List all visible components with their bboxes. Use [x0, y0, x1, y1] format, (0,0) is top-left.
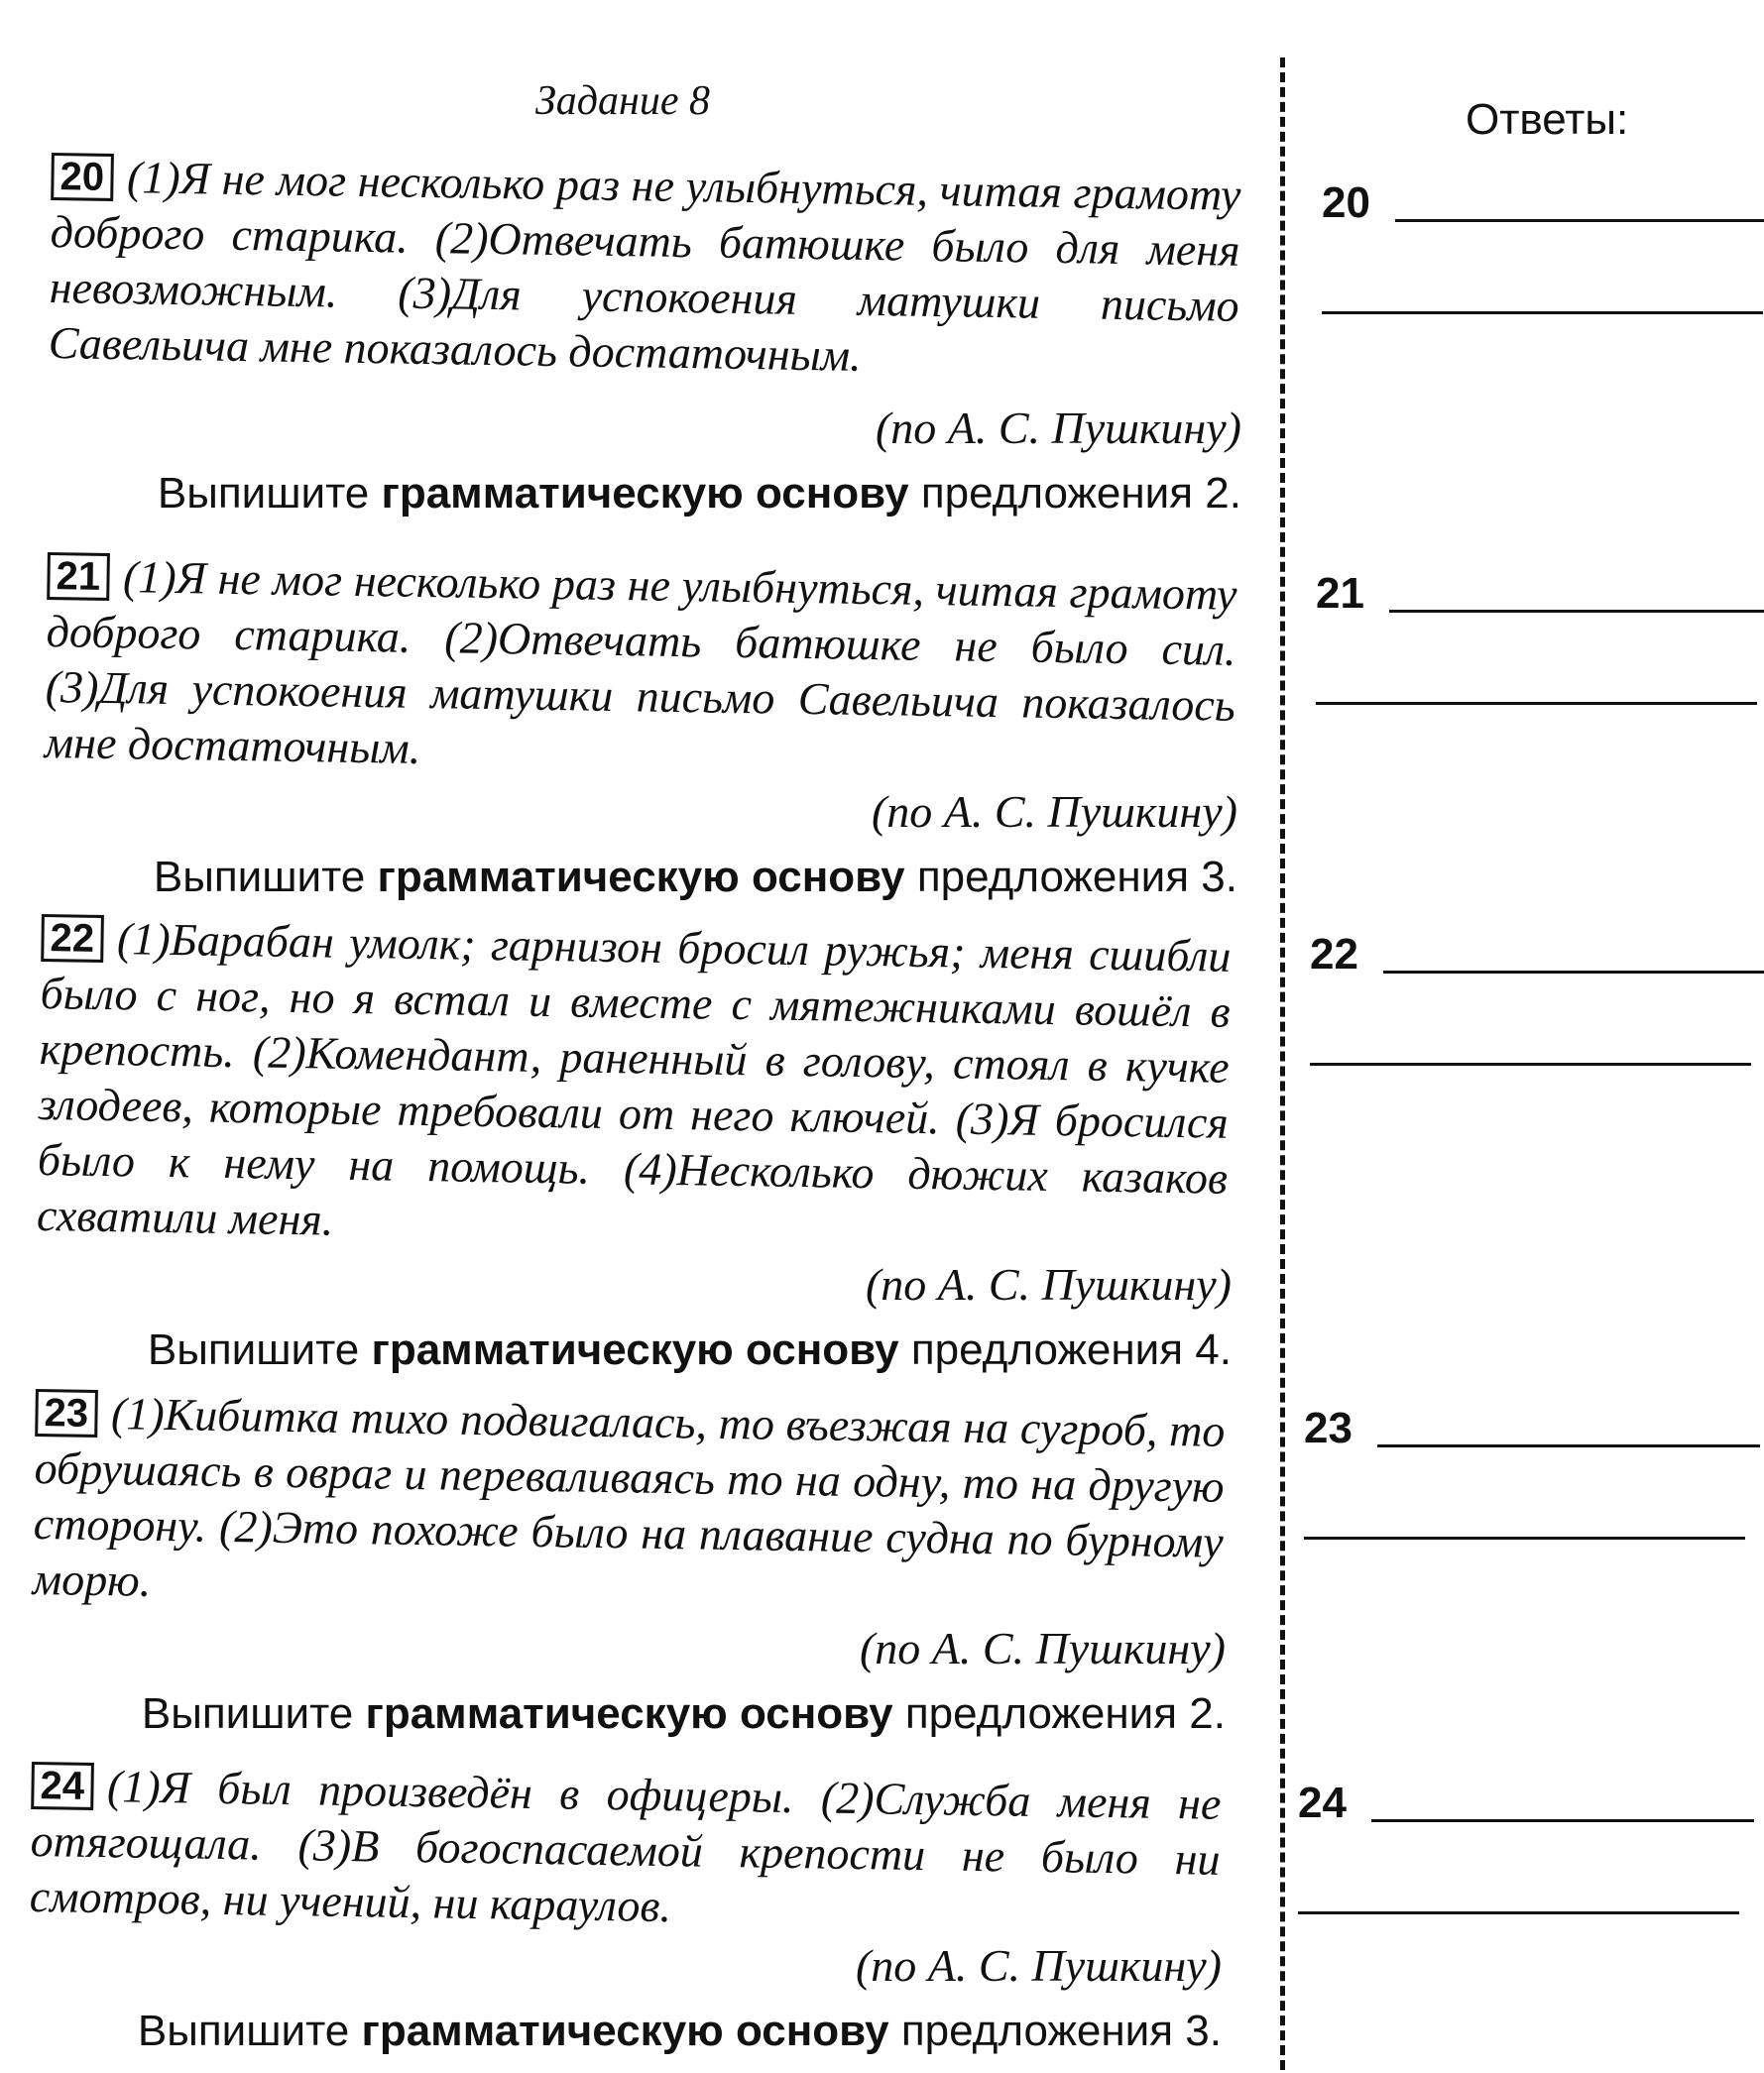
- answer-field[interactable]: [1383, 969, 1764, 974]
- answer-22: [1310, 930, 1764, 1066]
- answer-number: 21: [1316, 569, 1364, 618]
- task-22: [36, 910, 1232, 1378]
- task-number: 22: [41, 914, 103, 963]
- answer-number: 20: [1322, 178, 1370, 227]
- answer-number: 24: [1298, 1779, 1347, 1827]
- task-instruction: Выпишите грамматическую основу предложения 3.: [137, 2007, 1222, 2055]
- answer-field[interactable]: [1371, 1817, 1754, 1822]
- task-source: (по А. С. Пушкину): [871, 786, 1237, 837]
- task-text: (1)Барабан умолк; гарнизон бросил ружья; меня сшибли было с ног, но я встал и вместе с мятежниками вошёл в крепость. (2)Комендант, раненный в голову, стоял в кучке злодеев, которые требовали от него ключей. (3)Я бросился было к нему на помощь. (4)Несколько дюжих казаков схватили меня.: [36, 913, 1232, 1245]
- task-number: 21: [47, 552, 109, 601]
- answer-23: [1304, 1404, 1760, 1540]
- answer-field[interactable]: [1395, 217, 1764, 222]
- task-21: [44, 548, 1237, 905]
- task-24: [29, 1758, 1222, 2059]
- answer-21: [1316, 569, 1764, 705]
- answer-field[interactable]: [1377, 1442, 1760, 1447]
- answer-field-line-2[interactable]: [1322, 309, 1763, 314]
- answer-field-line-2[interactable]: [1316, 700, 1757, 705]
- answer-field-line-2[interactable]: [1310, 1061, 1751, 1066]
- task-instruction: Выпишите грамматическую основу предложения 3.: [153, 853, 1237, 901]
- task-source: (по А. С. Пушкину): [865, 1259, 1232, 1310]
- task-instruction: Выпишите грамматическую основу предложения 2.: [141, 1689, 1226, 1738]
- task-source: (по А. С. Пушкину): [875, 403, 1241, 453]
- answer-field-line-2[interactable]: [1304, 1535, 1745, 1540]
- answer-field-line-2[interactable]: [1298, 1909, 1739, 1914]
- task-instruction: Выпишите грамматическую основу предложения 4.: [147, 1325, 1232, 1374]
- task-text: (1)Я был произведён в офицеры. (2)Служба меня не отягощала. (3)В богоспасаемой крепости не было ни смотров, ни учений, ни караулов.: [29, 1761, 1222, 1932]
- task-number: 23: [35, 1389, 97, 1438]
- answer-number: 23: [1304, 1404, 1352, 1452]
- answers-heading: Ответы:: [1466, 95, 1629, 144]
- answer-field[interactable]: [1389, 608, 1764, 613]
- answer-24: [1298, 1779, 1754, 1914]
- task-text: (1)Кибитка тихо подвигалась, то въезжая на сугроб, то обрушаясь в овраг и переваливаясь то на одну, то на другую сторону. (2)Это похоже было на плавание судна по бурному морю.: [32, 1388, 1226, 1606]
- task-source: (по А. С. Пушкину): [859, 1623, 1226, 1673]
- task-source: (по А. С. Пушкину): [855, 1940, 1222, 1991]
- answer-number: 22: [1310, 930, 1358, 979]
- dashed-divider: [1280, 58, 1285, 2070]
- page-title: Задание 8: [535, 78, 711, 124]
- task-number: 24: [31, 1762, 93, 1810]
- task-23: [32, 1385, 1226, 1742]
- task-text: (1)Я не мог несколько раз не улыбнуться, читая грамоту доброго старика. (2)Отвечать батюшке было для меня невозможным. (3)Для успокоения матушки письмо Савельича мне показалось достаточным.: [48, 152, 1241, 381]
- task-instruction: Выпишите грамматическую основу предложения 2.: [157, 469, 1241, 518]
- task-text: (1)Я не мог несколько раз не улыбнуться, читая грамоту доброго старика. (2)Отвечать батюшке не было сил. (3)Для успокоения матушки письмо Савельича показалось мне достаточным.: [44, 551, 1237, 773]
- task-number: 20: [51, 153, 113, 201]
- answer-20: [1322, 178, 1764, 314]
- task-20: [48, 149, 1241, 521]
